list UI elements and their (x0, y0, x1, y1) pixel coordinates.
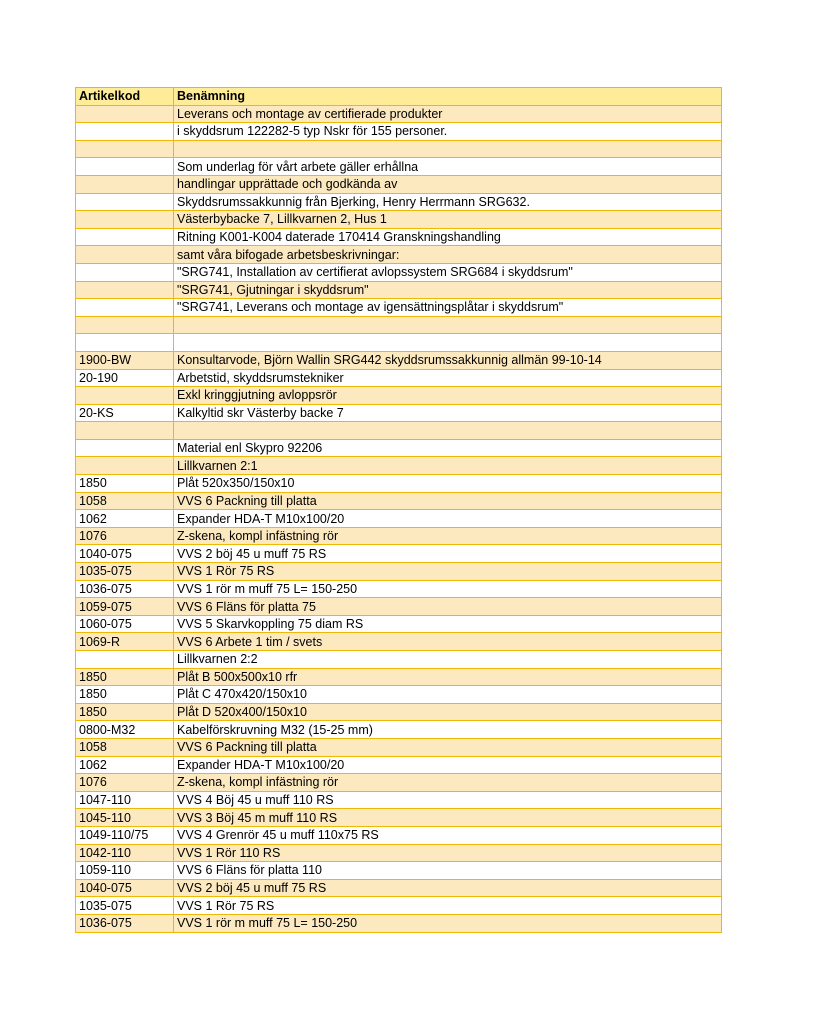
header-artikelkod: Artikelkod (76, 88, 174, 106)
benamning-cell (174, 334, 722, 352)
table-row (76, 246, 722, 264)
benamning-cell: Plåt B 500x500x10 rfr (174, 668, 722, 686)
benamning-cell: "SRG741, Installation av certifierat avlopssystem SRG684 i skyddsrum" (174, 263, 722, 281)
artikelkod-cell (76, 246, 174, 264)
table-row (76, 351, 722, 369)
benamning-cell: VVS 2 böj 45 u muff 75 RS (174, 545, 722, 563)
benamning-cell: Z-skena, kompl infästning rör (174, 527, 722, 545)
artikelkod-cell: 1069-R (76, 633, 174, 651)
header-row (76, 88, 722, 106)
table-row (76, 475, 722, 493)
table-row (76, 756, 722, 774)
benamning-cell: i skyddsrum 122282-5 typ Nskr för 155 personer. (174, 123, 722, 141)
artikelkod-cell: 1040-075 (76, 879, 174, 897)
table-row (76, 510, 722, 528)
artikelkod-cell: 1040-075 (76, 545, 174, 563)
table-body (76, 105, 722, 932)
benamning-cell: Plåt C 470x420/150x10 (174, 686, 722, 704)
artikelkod-cell (76, 422, 174, 440)
benamning-cell (174, 316, 722, 334)
benamning-cell: VVS 6 Fläns för platta 75 (174, 598, 722, 616)
benamning-cell: VVS 6 Packning till platta (174, 738, 722, 756)
artikelkod-cell (76, 263, 174, 281)
benamning-cell: VVS 6 Arbete 1 tim / svets (174, 633, 722, 651)
benamning-cell: samt våra bifogade arbetsbeskrivningar: (174, 246, 722, 264)
benamning-cell: VVS 6 Packning till platta (174, 492, 722, 510)
table-row (76, 228, 722, 246)
table-row (76, 281, 722, 299)
table-row (76, 668, 722, 686)
table-row (76, 738, 722, 756)
table-row (76, 158, 722, 176)
table-row (76, 123, 722, 141)
table-row (76, 422, 722, 440)
table-row (76, 439, 722, 457)
artikelkod-cell (76, 299, 174, 317)
artikelkod-cell: 1850 (76, 703, 174, 721)
benamning-cell: Z-skena, kompl infästning rör (174, 774, 722, 792)
benamning-cell: VVS 5 Skarvkoppling 75 diam RS (174, 615, 722, 633)
benamning-cell: Expander HDA-T M10x100/20 (174, 510, 722, 528)
benamning-cell: Konsultarvode, Björn Wallin SRG442 skyddsrumssakkunnig allmän 99-10-14 (174, 351, 722, 369)
artikelkod-cell: 1060-075 (76, 615, 174, 633)
benamning-cell: VVS 3 Böj 45 m muff 110 RS (174, 809, 722, 827)
table-row (76, 369, 722, 387)
benamning-cell: Lillkvarnen 2:2 (174, 651, 722, 669)
table-row (76, 809, 722, 827)
benamning-cell: Ritning K001-K004 daterade 170414 Granskningshandling (174, 228, 722, 246)
article-table (75, 87, 722, 933)
table-row (76, 316, 722, 334)
benamning-cell: Västerbybacke 7, Lillkvarnen 2, Hus 1 (174, 211, 722, 229)
table-row (76, 774, 722, 792)
table-row (76, 826, 722, 844)
artikelkod-cell: 1035-075 (76, 897, 174, 915)
artikelkod-cell (76, 123, 174, 141)
artikelkod-cell: 1059-110 (76, 862, 174, 880)
table-row (76, 897, 722, 915)
artikelkod-cell (76, 175, 174, 193)
benamning-cell: Leverans och montage av certifierade produkter (174, 105, 722, 123)
benamning-cell: Kabelförskruvning M32 (15-25 mm) (174, 721, 722, 739)
benamning-cell: Lillkvarnen 2:1 (174, 457, 722, 475)
artikelkod-cell: 1036-075 (76, 580, 174, 598)
artikelkod-cell (76, 228, 174, 246)
table-row (76, 721, 722, 739)
table-row (76, 545, 722, 563)
artikelkod-cell: 1047-110 (76, 791, 174, 809)
table-row (76, 334, 722, 352)
benamning-cell: VVS 1 Rör 75 RS (174, 897, 722, 915)
table-row (76, 563, 722, 581)
benamning-cell (174, 422, 722, 440)
artikelkod-cell: 1850 (76, 475, 174, 493)
benamning-cell: VVS 1 rör m muff 75 L= 150-250 (174, 914, 722, 932)
table-row (76, 633, 722, 651)
artikelkod-cell (76, 387, 174, 405)
benamning-cell: "SRG741, Leverans och montage av igensättningsplåtar i skyddsrum" (174, 299, 722, 317)
benamning-cell: handlingar upprättade och godkända av (174, 175, 722, 193)
benamning-cell: Kalkyltid skr Västerby backe 7 (174, 404, 722, 422)
table-row (76, 686, 722, 704)
artikelkod-cell: 1058 (76, 492, 174, 510)
artikelkod-cell: 20-190 (76, 369, 174, 387)
artikelkod-cell (76, 316, 174, 334)
artikelkod-cell (76, 193, 174, 211)
table-row (76, 193, 722, 211)
benamning-cell: Arbetstid, skyddsrumstekniker (174, 369, 722, 387)
table-row (76, 299, 722, 317)
artikelkod-cell: 1900-BW (76, 351, 174, 369)
artikelkod-cell: 1062 (76, 510, 174, 528)
artikelkod-cell (76, 651, 174, 669)
table-row (76, 263, 722, 281)
benamning-cell: Plåt 520x350/150x10 (174, 475, 722, 493)
table-row (76, 387, 722, 405)
artikelkod-cell (76, 140, 174, 158)
benamning-cell: Material enl Skypro 92206 (174, 439, 722, 457)
artikelkod-cell: 1850 (76, 686, 174, 704)
table-row (76, 175, 722, 193)
artikelkod-cell (76, 439, 174, 457)
benamning-cell: VVS 1 Rör 110 RS (174, 844, 722, 862)
artikelkod-cell (76, 158, 174, 176)
header-benamning: Benämning (174, 88, 722, 106)
benamning-cell: VVS 2 böj 45 u muff 75 RS (174, 879, 722, 897)
artikelkod-cell: 1058 (76, 738, 174, 756)
artikelkod-cell: 1036-075 (76, 914, 174, 932)
artikelkod-cell (76, 211, 174, 229)
artikelkod-cell (76, 457, 174, 475)
table-row (76, 914, 722, 932)
artikelkod-cell: 1062 (76, 756, 174, 774)
benamning-cell: Expander HDA-T M10x100/20 (174, 756, 722, 774)
benamning-cell: Skyddsrumssakkunnig från Bjerking, Henry Herrmann SRG632. (174, 193, 722, 211)
table-row (76, 140, 722, 158)
table-row (76, 791, 722, 809)
benamning-cell: VVS 1 rör m muff 75 L= 150-250 (174, 580, 722, 598)
artikelkod-cell: 0800-M32 (76, 721, 174, 739)
benamning-cell: Exkl kringgjutning avloppsrör (174, 387, 722, 405)
table-row (76, 211, 722, 229)
artikelkod-cell: 1042-110 (76, 844, 174, 862)
artikelkod-cell: 1850 (76, 668, 174, 686)
benamning-cell: VVS 4 Böj 45 u muff 110 RS (174, 791, 722, 809)
artikelkod-cell: 1076 (76, 527, 174, 545)
benamning-cell (174, 140, 722, 158)
benamning-cell: VVS 4 Grenrör 45 u muff 110x75 RS (174, 826, 722, 844)
benamning-cell: VVS 1 Rör 75 RS (174, 563, 722, 581)
table-row (76, 703, 722, 721)
artikelkod-cell (76, 105, 174, 123)
artikelkod-cell: 20-KS (76, 404, 174, 422)
artikelkod-cell: 1059-075 (76, 598, 174, 616)
table-row (76, 615, 722, 633)
table-row (76, 879, 722, 897)
table-row (76, 492, 722, 510)
table-row (76, 580, 722, 598)
table-row (76, 527, 722, 545)
artikelkod-cell: 1049-110/75 (76, 826, 174, 844)
artikelkod-cell (76, 281, 174, 299)
table-row (76, 651, 722, 669)
table-row (76, 862, 722, 880)
table-row (76, 457, 722, 475)
artikelkod-cell (76, 334, 174, 352)
table-row (76, 598, 722, 616)
table-row (76, 105, 722, 123)
benamning-cell: VVS 6 Fläns för platta 110 (174, 862, 722, 880)
artikelkod-cell: 1076 (76, 774, 174, 792)
benamning-cell: Plåt D 520x400/150x10 (174, 703, 722, 721)
benamning-cell: Som underlag för vårt arbete gäller erhållna (174, 158, 722, 176)
artikelkod-cell: 1035-075 (76, 563, 174, 581)
table-row (76, 404, 722, 422)
artikelkod-cell: 1045-110 (76, 809, 174, 827)
table-row (76, 844, 722, 862)
benamning-cell: "SRG741, Gjutningar i skyddsrum" (174, 281, 722, 299)
